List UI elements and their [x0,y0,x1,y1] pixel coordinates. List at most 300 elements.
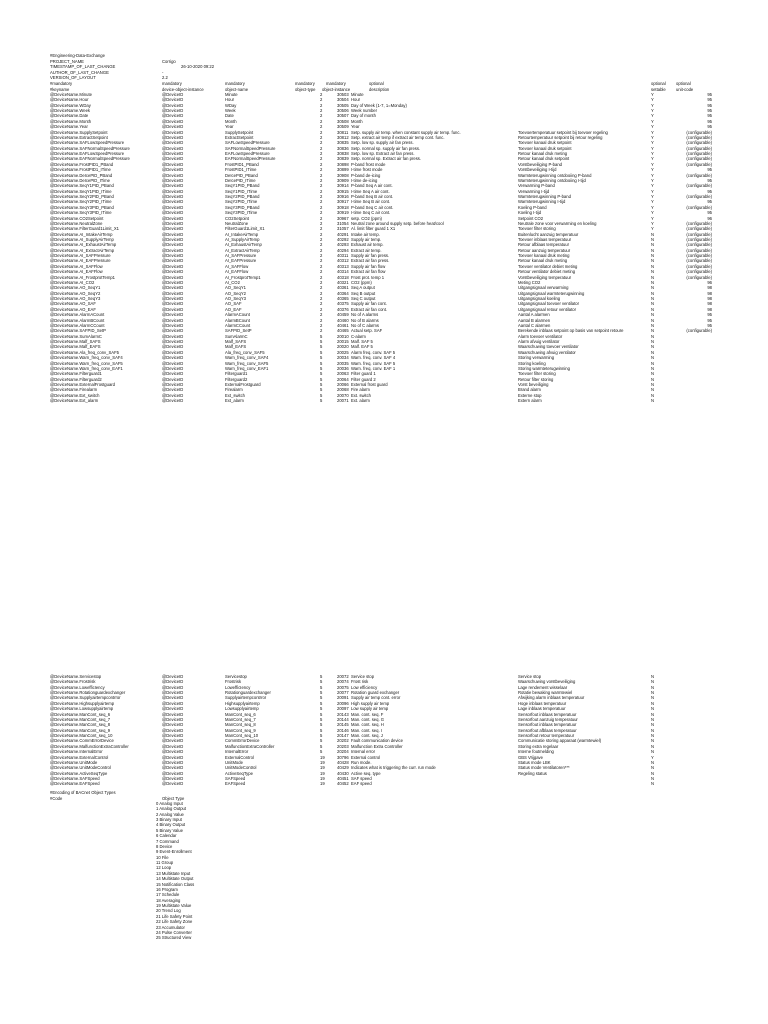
description-cell: Setp. supply air temp. when constant supply air temp. func. [351,129,461,135]
object-type-cell: 2 [320,290,323,296]
keyname-cell: @DeviceName.Minute [50,92,92,97]
translation-cell: Retour aanzuig temperatuur [518,247,571,253]
object-instance-cell: 20097 [337,706,349,712]
object-type-cell: 2 [320,236,323,242]
object-name-cell: Ext_switch [225,392,246,398]
keyname-cell: @DeviceName.NeutralZone [50,220,103,226]
object-type-cell: 5 [320,738,323,744]
object-type-cell: 5 [320,749,323,755]
settable-cell: N [651,317,655,323]
description-cell: Internal error [351,749,375,755]
description-cell: Year [351,124,360,130]
device-instance-cell: @DeviceID [162,765,184,771]
object-name-cell: ExtractSetpoint [225,134,254,140]
object-instance-cell: 31054 [337,220,349,226]
device-instance-cell: @DeviceID [162,301,184,307]
device-instance-cell: @DeviceID [162,328,184,334]
keyname-cell: @DeviceName.AO_SeqY2 [50,290,101,296]
keyname-cell: @DeviceName.ExtractSetpoint [50,134,108,140]
object-instance-cell: 40430 [337,770,349,776]
object-type-cell: 2 [320,113,323,119]
description-cell: No of B alarms [351,317,379,323]
object-name-cell: MalfunctionExtraController [225,743,275,749]
device-instance-cell: @DeviceID [162,188,184,194]
settable-cell: Y [651,113,654,119]
object-name-cell: EAFNormalSpeedPressure [225,156,276,162]
object-instance-cell: 20203 [337,743,349,749]
description-cell: P-band de-icing [351,172,381,178]
object-instance-cell: 40364 [337,290,349,296]
object-type-cell: 2 [320,118,323,124]
header-cell: optional [369,81,384,86]
object-instance-cell: 40429 [337,765,349,771]
object-name-cell: ManCont_seq_9 [225,727,256,733]
device-instance-cell: @DeviceID [162,312,184,318]
keyname-cell: @DeviceName.AO_EAF [50,306,96,312]
object-type-cell: 2 [320,151,323,157]
object-instance-cell: 40361 [337,285,349,291]
object-type-cell: 2 [320,301,323,307]
settable-cell: N [651,365,655,371]
settable-cell: Y [651,183,654,189]
device-instance-cell: @DeviceID [162,167,184,173]
object-instance-cell: 20063 [337,371,349,377]
encoding-item: 7 Command [156,838,179,844]
object-type-cell: 2 [320,210,323,216]
keyname-cell: @DeviceName.Rotationguardexchanger [50,690,126,696]
object-name-cell: AI_EAFFlow [225,269,249,275]
settable-cell: N [651,727,655,733]
object-type-cell: 2 [320,306,323,312]
object-type-cell: 19 [320,759,325,765]
settable-cell: N [651,743,655,749]
settable-cell: Y [651,118,654,124]
object-instance-cell: 30812 [337,134,349,140]
object-type-cell: 5 [320,349,323,355]
unit-code-cell: (configurable) [686,226,712,232]
object-name-cell: SeqY2PID_ITime [225,199,258,205]
device-instance-cell: @DeviceID [162,387,184,393]
unit-code-cell: (configurable) [686,263,712,269]
description-cell: No of C alarms [351,322,379,328]
settable-cell: N [651,684,655,690]
object-type-cell: 5 [320,381,323,387]
object-instance-cell: 20075 [337,684,349,690]
object-instance-cell: 20091 [337,695,349,701]
object-instance-cell: 40318 [337,274,349,280]
description-cell: Ext. switch [351,392,372,398]
header-cell: settable [651,86,666,92]
device-instance-cell: @DeviceID [162,124,184,130]
settable-cell: N [651,333,655,339]
object-instance-cell: 20034 [337,355,349,361]
keyname-cell: @DeviceName.Highsupplyairtemp [50,700,115,706]
encoding-item: 14 Multistate Output [156,876,194,882]
object-name-cell: Ext_alarm [225,398,244,404]
keyname-cell: @DeviceName.AI_EAFFlow [50,269,103,275]
unit-code-cell: (configurable) [686,129,712,135]
object-name-cell: WDay [225,102,237,108]
keyname-cell: @DeviceName.Filterguard1 [50,371,102,377]
description-cell: Extract air fan flow [351,269,386,275]
object-instance-cell: 20068 [337,387,349,393]
keyname-cell: @DeviceName.Date [50,113,89,119]
object-instance-cell: 40294 [337,247,349,253]
object-instance-cell: 40460 [337,317,349,323]
unit-code-cell: (configurable) [686,220,712,226]
object-name-cell: Frostrisk [225,679,242,685]
object-instance-cell: 40428 [337,759,349,765]
keyname-cell: @DeviceName.AI_SupplyAirTemp [50,236,114,242]
device-instance-cell: @DeviceID [162,118,184,124]
encoding-item: 16 Program [156,886,178,892]
object-name-cell: Year [225,124,234,130]
object-name-cell: Supplyairtempcontrror [225,695,267,701]
translation-cell: Retour ventilator debiet meting [518,269,576,275]
object-instance-cell: 30506 [337,108,349,114]
settable-cell: N [651,339,655,345]
keyname-cell: @DeviceName.UnitMode [50,759,98,765]
encoding-type-label: Object Type [162,795,185,801]
sheet-header-title: #Engineering-Data-Exchange [50,53,105,58]
translation-cell: Uitgangsignaal warmteterugwinning [518,290,585,296]
object-instance-cell: 40293 [337,242,349,248]
object-instance-cell: 30509 [337,124,349,130]
encoding-item: 10 File [156,854,169,860]
device-instance-cell: @DeviceID [162,156,184,162]
keyname-cell: @DeviceName.Filterguard2 [50,376,102,382]
translation-cell: Verwarming I-tijd [518,188,550,194]
object-instance-cell: 40376 [337,306,349,312]
keyname-cell: @DeviceName.SeqY1PID_ITime [50,188,112,194]
description-cell: I-time Seq B air cont. [351,199,391,205]
device-instance-cell: @DeviceID [162,339,184,345]
object-name-cell: Highsupplyairtemp [225,700,260,706]
object-type-cell: 2 [320,258,323,264]
device-instance-cell: @DeviceID [162,236,184,242]
description-cell: Man. cont. seq. J [351,733,383,739]
description-cell: Setp. normal sp. supply air fan press. [351,145,421,151]
keyname-cell: @DeviceName.SeqY1PID_PBand [50,183,114,189]
description-cell: Week number [351,108,377,114]
device-instance-cell: @DeviceID [162,360,184,366]
object-name-cell: SupplySetpoint [225,129,254,135]
object-name-cell: Warn_freq_conv_SAF5 [225,360,269,366]
object-instance-cell: 30505 [337,102,349,108]
project-name-label: PROJECT_NAME [50,59,84,64]
description-cell: Seq A output [351,285,375,291]
translation-cell: Buitenlucht aanzuig temperatuur [518,231,579,237]
translation-cell: Lage inblaas temperatuur [518,706,566,712]
keyname-cell: @DeviceName.Warn_freq_conv_EAF1 [50,365,123,371]
object-instance-cell: 20064 [337,376,349,382]
translation-cell: Verwarming P-band [518,183,555,189]
settable-cell: N [651,328,655,334]
settable-cell: N [651,312,655,318]
object-type-cell: 5 [320,333,323,339]
encoding-item: 6 Calendar [156,833,177,839]
object-name-cell: ManCont_seq_6 [225,711,256,717]
object-type-cell: 2 [320,312,323,318]
keyname-cell: @DeviceName.InternalError [50,749,103,755]
description-cell: Run mode. [351,759,372,765]
encoding-item: 8 Device [156,843,173,849]
object-type-cell: 2 [320,145,323,151]
object-type-cell: 5 [320,339,323,345]
device-instance-cell: @DeviceID [162,716,184,722]
settable-cell: N [651,387,655,393]
keyname-cell: @DeviceName.AO_SAF [50,301,96,307]
device-instance-cell: @DeviceID [162,92,184,97]
settable-cell: N [651,706,655,712]
device-instance-cell: @DeviceID [162,263,184,269]
description-cell: Alarm freq. conv. SAF 5 [351,349,396,355]
keyname-cell: @DeviceName.CommErrorDevice [50,738,114,744]
translation-cell: Koeling I-tijd [518,210,542,216]
keyname-cell: @DeviceName.ManCont_seq_9 [50,727,111,733]
object-instance-cell: 20204 [337,749,349,755]
object-name-cell: ExternalFrostguard [225,381,261,387]
object-instance-cell: 20020 [337,344,349,350]
version-label: VERSION_OF_LAYOUT [50,75,96,80]
device-instance-cell: @DeviceID [162,296,184,302]
description-cell: I-time de-icing [351,177,378,183]
translation-cell: Status mode Ventilatoren*** [518,765,570,771]
object-name-cell: AI_ExhaustAirTemp [225,242,262,248]
settable-cell: Y [651,161,654,167]
encoding-item: 24 Pulse Converter [156,929,192,935]
object-type-cell: 5 [320,706,323,712]
description-cell: Month [351,118,363,124]
description-cell: P-band Seq C air cont. [351,204,394,210]
translation-cell: Toevoer filter storing [518,226,556,232]
object-name-cell: NeutralZone [225,220,249,226]
settable-cell: N [651,247,655,253]
unit-code-cell: 95 [707,317,712,323]
object-name-cell: SAFPID_SetP [225,328,252,334]
translation-cell: Lage rendement wisselaar [518,684,568,690]
settable-cell: Y [651,204,654,210]
encoding-item: 22 Life Safety Zone [156,919,193,925]
settable-cell: N [651,355,655,361]
object-type-cell: 2 [320,215,323,221]
object-type-cell: 2 [320,156,323,162]
object-type-cell: 2 [320,177,323,183]
description-cell: C-alarm [351,333,366,339]
object-type-cell: 5 [320,398,323,404]
object-type-cell: 2 [320,204,323,210]
object-name-cell: UnitModeControl [225,765,257,771]
object-instance-cell: 30919 [337,210,349,216]
object-instance-cell: 30507 [337,113,349,119]
unit-code-cell: 95 [707,322,712,328]
object-type-cell: 2 [320,140,323,146]
description-cell: Warn. freq. conv. EAF 1 [351,365,396,371]
unit-code-cell: 95 [707,188,712,194]
device-instance-cell: @DeviceID [162,679,184,685]
settable-cell: N [651,733,655,739]
encoding-item: 15 Notification Class [156,881,195,887]
keyname-cell: @DeviceName.Week [50,108,91,114]
object-name-cell: AI_FrostprotTemp1 [225,274,261,280]
translation-cell: Aantal B alarmen [518,317,551,323]
object-instance-cell: 20066 [337,381,349,387]
settable-cell: N [651,349,655,355]
header-cell: mandatory [225,81,245,86]
unit-code-cell: 96 [707,215,712,221]
unit-code-cell: 95 [707,177,712,183]
device-instance-cell: @DeviceID [162,355,184,361]
settable-cell: N [651,258,655,264]
settable-cell: N [651,253,655,259]
description-cell: Malf. SAF 5 [351,339,373,345]
description-cell: Indicates what is triggering the curr. run mode [351,765,436,771]
object-name-cell: DeIcePID_PBand [225,172,258,178]
translation-cell: Warmteterugwinning P-band [518,194,571,200]
object-type-cell: 2 [320,242,323,248]
keyname-cell: @DeviceName.UnitModeControl [50,765,111,771]
keyname-cell: @DeviceName.SeqY3PID_ITime [50,210,112,216]
object-name-cell: Lowsupplyairtemp [225,706,259,712]
translation-cell: Interne foutmelding [518,749,554,755]
object-instance-cell: 30838 [337,151,349,157]
object-type-cell: 2 [320,161,323,167]
object-instance-cell: 30917 [337,199,349,205]
settable-cell: N [651,738,655,744]
keyname-cell: @DeviceName.SeqY2PID_ITime [50,199,112,205]
keyname-cell: @DeviceName.ManCont_seq_6 [50,711,111,717]
unit-code-cell: (configurable) [686,134,712,140]
device-instance-cell: @DeviceID [162,231,184,237]
settable-cell: N [651,274,655,280]
object-name-cell: AO_SeqY2 [225,290,246,296]
object-instance-cell: 30835 [337,140,349,146]
object-name-cell: AI_SAFFlow [225,263,249,269]
settable-cell: N [651,231,655,237]
keyname-cell: @DeviceName.Warn_freq_conv_SAF5 [50,360,123,366]
settable-cell: N [651,711,655,717]
description-cell: Setp. low sp. supply air fan press. [351,140,414,146]
settable-cell: Y [651,210,654,216]
description-cell: Seq C output [351,296,376,302]
keyname-cell: @DeviceName.SumAlarmC [50,333,102,339]
device-instance-cell: @DeviceID [162,108,184,114]
translation-cell: Retourtemperatuur setpoint bij retour regeling [518,134,603,140]
device-instance-cell: @DeviceID [162,770,184,776]
settable-cell: N [651,381,655,387]
header-cell: object-name [225,86,249,92]
settable-cell: Y [651,156,654,162]
unit-code-cell: (configurable) [686,328,712,334]
settable-cell: Y [651,124,654,130]
unit-code-cell: (configurable) [686,183,712,189]
object-type-cell: 5 [320,376,323,382]
translation-cell: Regeling status [518,770,547,776]
object-type-cell: 2 [320,167,323,173]
description-cell: Man. cont. seq. H [351,722,384,728]
keyname-cell: @DeviceName.SAFNormalSpeedPressure [50,145,130,151]
object-instance-cell: 30914 [337,183,349,189]
description-cell: Minute [351,92,364,97]
description-cell: Rotation guard exchanger [351,690,400,696]
keyname-cell: @DeviceName.Ala_freq_conv_SAF5 [50,349,119,355]
device-instance-cell: @DeviceID [162,204,184,210]
object-type-cell: 5 [320,344,323,350]
unit-code-cell: (configurable) [686,156,712,162]
settable-cell: Y [651,172,654,178]
keyname-cell: @DeviceName.SAFLowSpeedPressure [50,140,125,146]
object-type-cell: 2 [320,285,323,291]
device-instance-cell: @DeviceID [162,215,184,221]
object-type-cell: 5 [320,387,323,393]
keyname-cell: @DeviceName.EAFNormalSpeedPressure [50,156,130,162]
object-name-cell: AI_CO2 [225,279,240,285]
object-type-cell: 5 [320,360,323,366]
translation-cell: Toevoer inblaas temperatuur [518,236,572,242]
settable-cell: N [651,716,655,722]
settable-cell: Y [651,215,654,221]
encoding-item: 13 Multistate Input [156,870,191,876]
object-type-cell: 2 [320,183,323,189]
device-instance-cell: @DeviceID [162,194,184,200]
device-instance-cell: @DeviceID [162,290,184,296]
translation-cell: Rotatie bewaking warmtewiel [518,690,573,696]
unit-code-cell: (configurable) [686,204,712,210]
device-instance-cell: @DeviceID [162,759,184,765]
description-cell: External frost guard [351,381,388,387]
settable-cell: Y [651,92,654,97]
object-type-cell: 5 [320,371,323,377]
device-instance-cell: @DeviceID [162,684,184,690]
object-name-cell: CO2Setpoint [225,215,249,221]
description-cell: Setp. extract air temp if extract air temp cont. func. [351,134,445,140]
translation-cell: Aantal A alarmen [518,312,550,318]
description-cell: Low efficiency [351,684,378,690]
object-name-cell: Servicestop [225,674,247,679]
device-instance-cell: @DeviceID [162,727,184,733]
object-name-cell: CommErrorDevice [225,738,260,744]
object-type-cell: 2 [320,317,323,323]
settable-cell: N [651,269,655,275]
translation-cell: Storing extra regelaar [518,743,559,749]
object-name-cell: AI_IntakeAirTemp [225,231,259,237]
device-instance-cell: @DeviceID [162,172,184,178]
keyname-cell: @DeviceName.AO_SeqY1 [50,285,101,291]
settable-cell: N [651,690,655,696]
settable-cell: Y [651,151,654,157]
object-type-cell: 2 [320,322,323,328]
object-type-cell: 5 [320,700,323,706]
translation-cell: Toevoer filter storing [518,371,556,377]
object-instance-cell: 40291 [337,231,349,237]
header-cell: description [369,86,390,92]
object-name-cell: SAFSpeed [225,776,246,782]
keyname-cell: @DeviceName.Frostrisk [50,679,96,685]
description-cell: Filter guard 1 [351,371,376,377]
translation-cell: Aantal C alarmen [518,322,551,328]
translation-cell: Warmteterugwinning ontdooiing I-tijd [518,177,586,183]
translation-cell: Toevoer kanaal druk meting [518,253,570,259]
keyname-cell: @DeviceName.ExternalFrostguard [50,381,115,387]
device-instance-cell: @DeviceID [162,371,184,377]
header-cell: mandatory [162,81,182,86]
device-instance-cell: @DeviceID [162,700,184,706]
object-name-cell: InternalError [225,749,249,755]
encoding-item: 17 Schedule [156,892,180,898]
settable-cell: N [651,776,655,782]
description-cell: Warn. freq. conv. SAF 4 [351,355,396,361]
unit-code-cell: 98 [707,296,712,302]
